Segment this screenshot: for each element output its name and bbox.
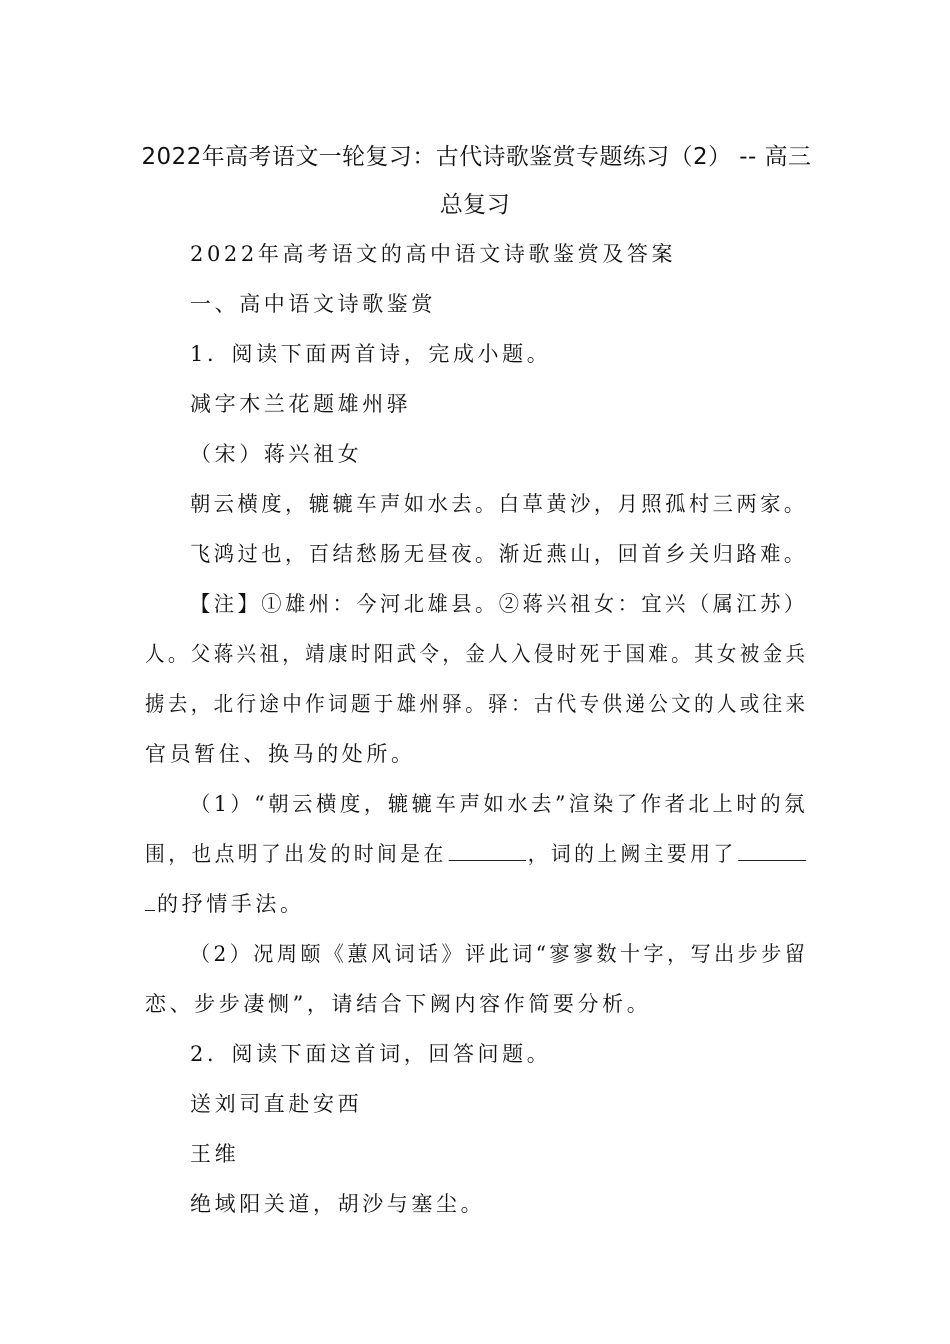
answer-blank-2-continued[interactable]	[145, 909, 155, 911]
question-2-intro: 2．阅读下面这首词，回答问题。	[190, 1042, 552, 1066]
note-line-2: 人。父蒋兴祖，靖康时阳武令，金人入侵时死于国难。其女被金兵	[145, 642, 809, 666]
answer-blank-1[interactable]	[449, 859, 526, 861]
question-1-1-text-c: 的抒情手法。	[157, 892, 305, 916]
question-1-1-text-a: 围，也点明了出发的时间是在	[145, 842, 447, 866]
question-1-1-line-3	[145, 888, 305, 918]
note-line-1: 【注】①雄州：今河北雄县。②蒋兴祖女：宜兴（属江苏）	[190, 592, 808, 616]
question-1-2-line-2: 恋、步步凄恻”，请结合下阙内容作简要分析。	[145, 992, 652, 1016]
poem-1-line-1: 朝云横度，辘辘车声如水去。白草黄沙，月照孤村三两家。	[190, 492, 808, 516]
document-title-line-2: 总复习	[439, 192, 511, 218]
question-1-1-line-1: （1）“朝云横度，辘辘车声如水去”渲染了作者北上时的氛	[190, 792, 809, 816]
poem-2-title: 送刘司直赴安西	[190, 1092, 363, 1116]
poem-1-author: （宋）蒋兴祖女	[190, 442, 363, 466]
section-heading: 一、高中语文诗歌鉴赏	[190, 292, 436, 316]
note-line-3: 掳去，北行途中作词题于雄州驿。驿：古代专供递公文的人或往来	[145, 692, 809, 716]
question-1-intro: 1．阅读下面两首诗，完成小题。	[190, 342, 552, 366]
note-line-4: 官员暂住、换马的处所。	[145, 742, 416, 766]
answer-blank-2[interactable]	[738, 859, 806, 861]
poem-1-line-2: 飞鸿过也，百结愁肠无昼夜。渐近燕山，回首乡关归路难。	[190, 542, 808, 566]
question-1-2-line-1: （2）况周颐《蕙风词话》评此词“寥寥数十字，写出步步留	[190, 942, 809, 966]
poem-2-author: 王维	[190, 1142, 240, 1166]
document-subtitle: 2022年高考语文的高中语文诗歌鉴赏及答案	[190, 242, 677, 266]
document-title-line-1: 2022年高考语文一轮复习：古代诗歌鉴赏专题练习（2） -- 高三	[141, 144, 812, 170]
question-1-1-text-b: ，词的上阙主要用了	[527, 842, 737, 866]
poem-2-line-1: 绝域阳关道，胡沙与塞尘。	[190, 1192, 486, 1216]
question-1-1-line-2	[145, 838, 808, 868]
poem-1-title: 减字木兰花题雄州驿	[190, 392, 412, 416]
